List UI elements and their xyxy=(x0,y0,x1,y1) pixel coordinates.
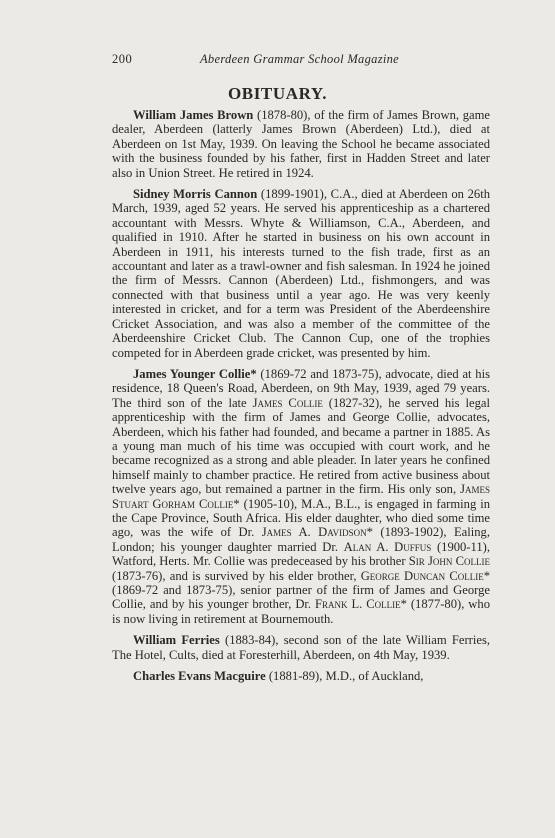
deceased-name: William Ferries xyxy=(133,633,220,648)
page-number: 200 xyxy=(112,52,133,66)
person-name: George Duncan Collie* xyxy=(360,568,490,583)
deceased-name: Sidney Morris Cannon xyxy=(133,187,258,202)
entry-text: (1878-80), of the firm of James Brown, game dealer, Aberdeen (latterly James Brown (Aberdeen) Ltd.), died at Aberdeen on 1st May, 1939. On leaving the School he became associated with the business founded by his father, first in Hadden Street and later also in Union Street. He retired in 1924. xyxy=(112,108,490,180)
person-name: James Collie xyxy=(252,395,323,410)
entry-text: (1869-72 and 1873-75), advocate, died at his residence, 18 Queen's Road, Aberdeen, on 9th May, 1939, aged 79 years. The third son of the late xyxy=(112,366,490,410)
deceased-name: William James Brown xyxy=(133,108,254,122)
obituary-body xyxy=(112,108,490,690)
person-name: Frank L. Collie* xyxy=(315,597,407,612)
obituary-entry-macguire xyxy=(112,669,490,683)
journal-title: Aberdeen Grammar School Magazine xyxy=(200,52,400,66)
person-name: Sir John Collie xyxy=(408,554,490,569)
entry-text: (1900-11), Watford, Herts. Mr. Collie was predeceased by his brother xyxy=(112,539,491,569)
entry-text: (1873-76), and is survived by his elder brother, xyxy=(112,568,361,583)
entry-text: (1905-10), M.A., B.L., is engaged in farming in the Cape Province, South Africa. His elder daughter, who died some time ago, was the wife of Dr. xyxy=(112,496,491,540)
deceased-name: James Younger Collie* xyxy=(133,366,257,381)
deceased-name: Charles Evans Macguire xyxy=(133,669,266,684)
entry-text: (1883-84), second son of the late William Ferries, The Hotel, Cults, died at Foresterhill, Aberdeen, on 4th May, 1939. xyxy=(112,633,491,662)
obituary-entry-brown xyxy=(112,108,490,180)
running-header xyxy=(0,52,555,70)
entry-text: (1827-32), he served his legal apprenticeship with the firm of James and George Collie, advocates, Aberdeen, which his father had founded, and became a partner in 1885. As a young man much of his time was occupied with court work, and he became recognized as a strong and able pleader. In later years he confined himself mainly to chamber practice. He retired from active business about twelve years ago, but remained a partner in the firm. His only son, xyxy=(112,395,490,497)
obituary-entry-cannon xyxy=(112,187,490,360)
entry-text: (1869-72 and 1873-75), senior partner of the firm of James and George Collie, and by his younger brother, Dr. xyxy=(112,583,490,612)
person-name: James Stuart Gorham Collie* xyxy=(112,482,490,511)
obituary-entry-ferries xyxy=(112,633,490,662)
obituary-entry-collie xyxy=(112,367,490,626)
person-name: Alan A. Duffus xyxy=(343,539,432,554)
entry-text: (1877-80), who is now living in retirement at Bournemouth. xyxy=(112,597,490,626)
entry-text: (1881-89), M.D., of Auckland, xyxy=(268,669,424,684)
entry-text: (1899-1901), C.A., died at Aberdeen on 26th March, 1939, aged 52 years. He served his apprenticeship as a chartered accountant with Messrs. Whyte & Williamson, C.A., Aberdeen, and qualified in 1910. After he started in business on his own account in Aberdeen in 1911, his interests turned to the fish trade, first as an accountant and later as a trawl-owner and fish salesman. In 1924 he joined the firm of Messrs. Cannon (Aberdeen) Ltd., fishmongers, and was connected with that business until a year ago. He was very keenly interested in cricket, and for a term was President of the Aberdeenshire Cricket Association, and was also a member of the committee of the Aberdeenshire Cricket Club. The Cannon Cup, one of the trophies competed for in Aberdeen grade cricket, was presented by him. xyxy=(112,187,490,360)
person-name: James A. Davidson* xyxy=(261,525,373,540)
entry-text: (1893-1902), Ealing, London; his younger daughter married Dr. xyxy=(112,525,490,554)
section-title: OBITUARY. xyxy=(227,84,328,103)
